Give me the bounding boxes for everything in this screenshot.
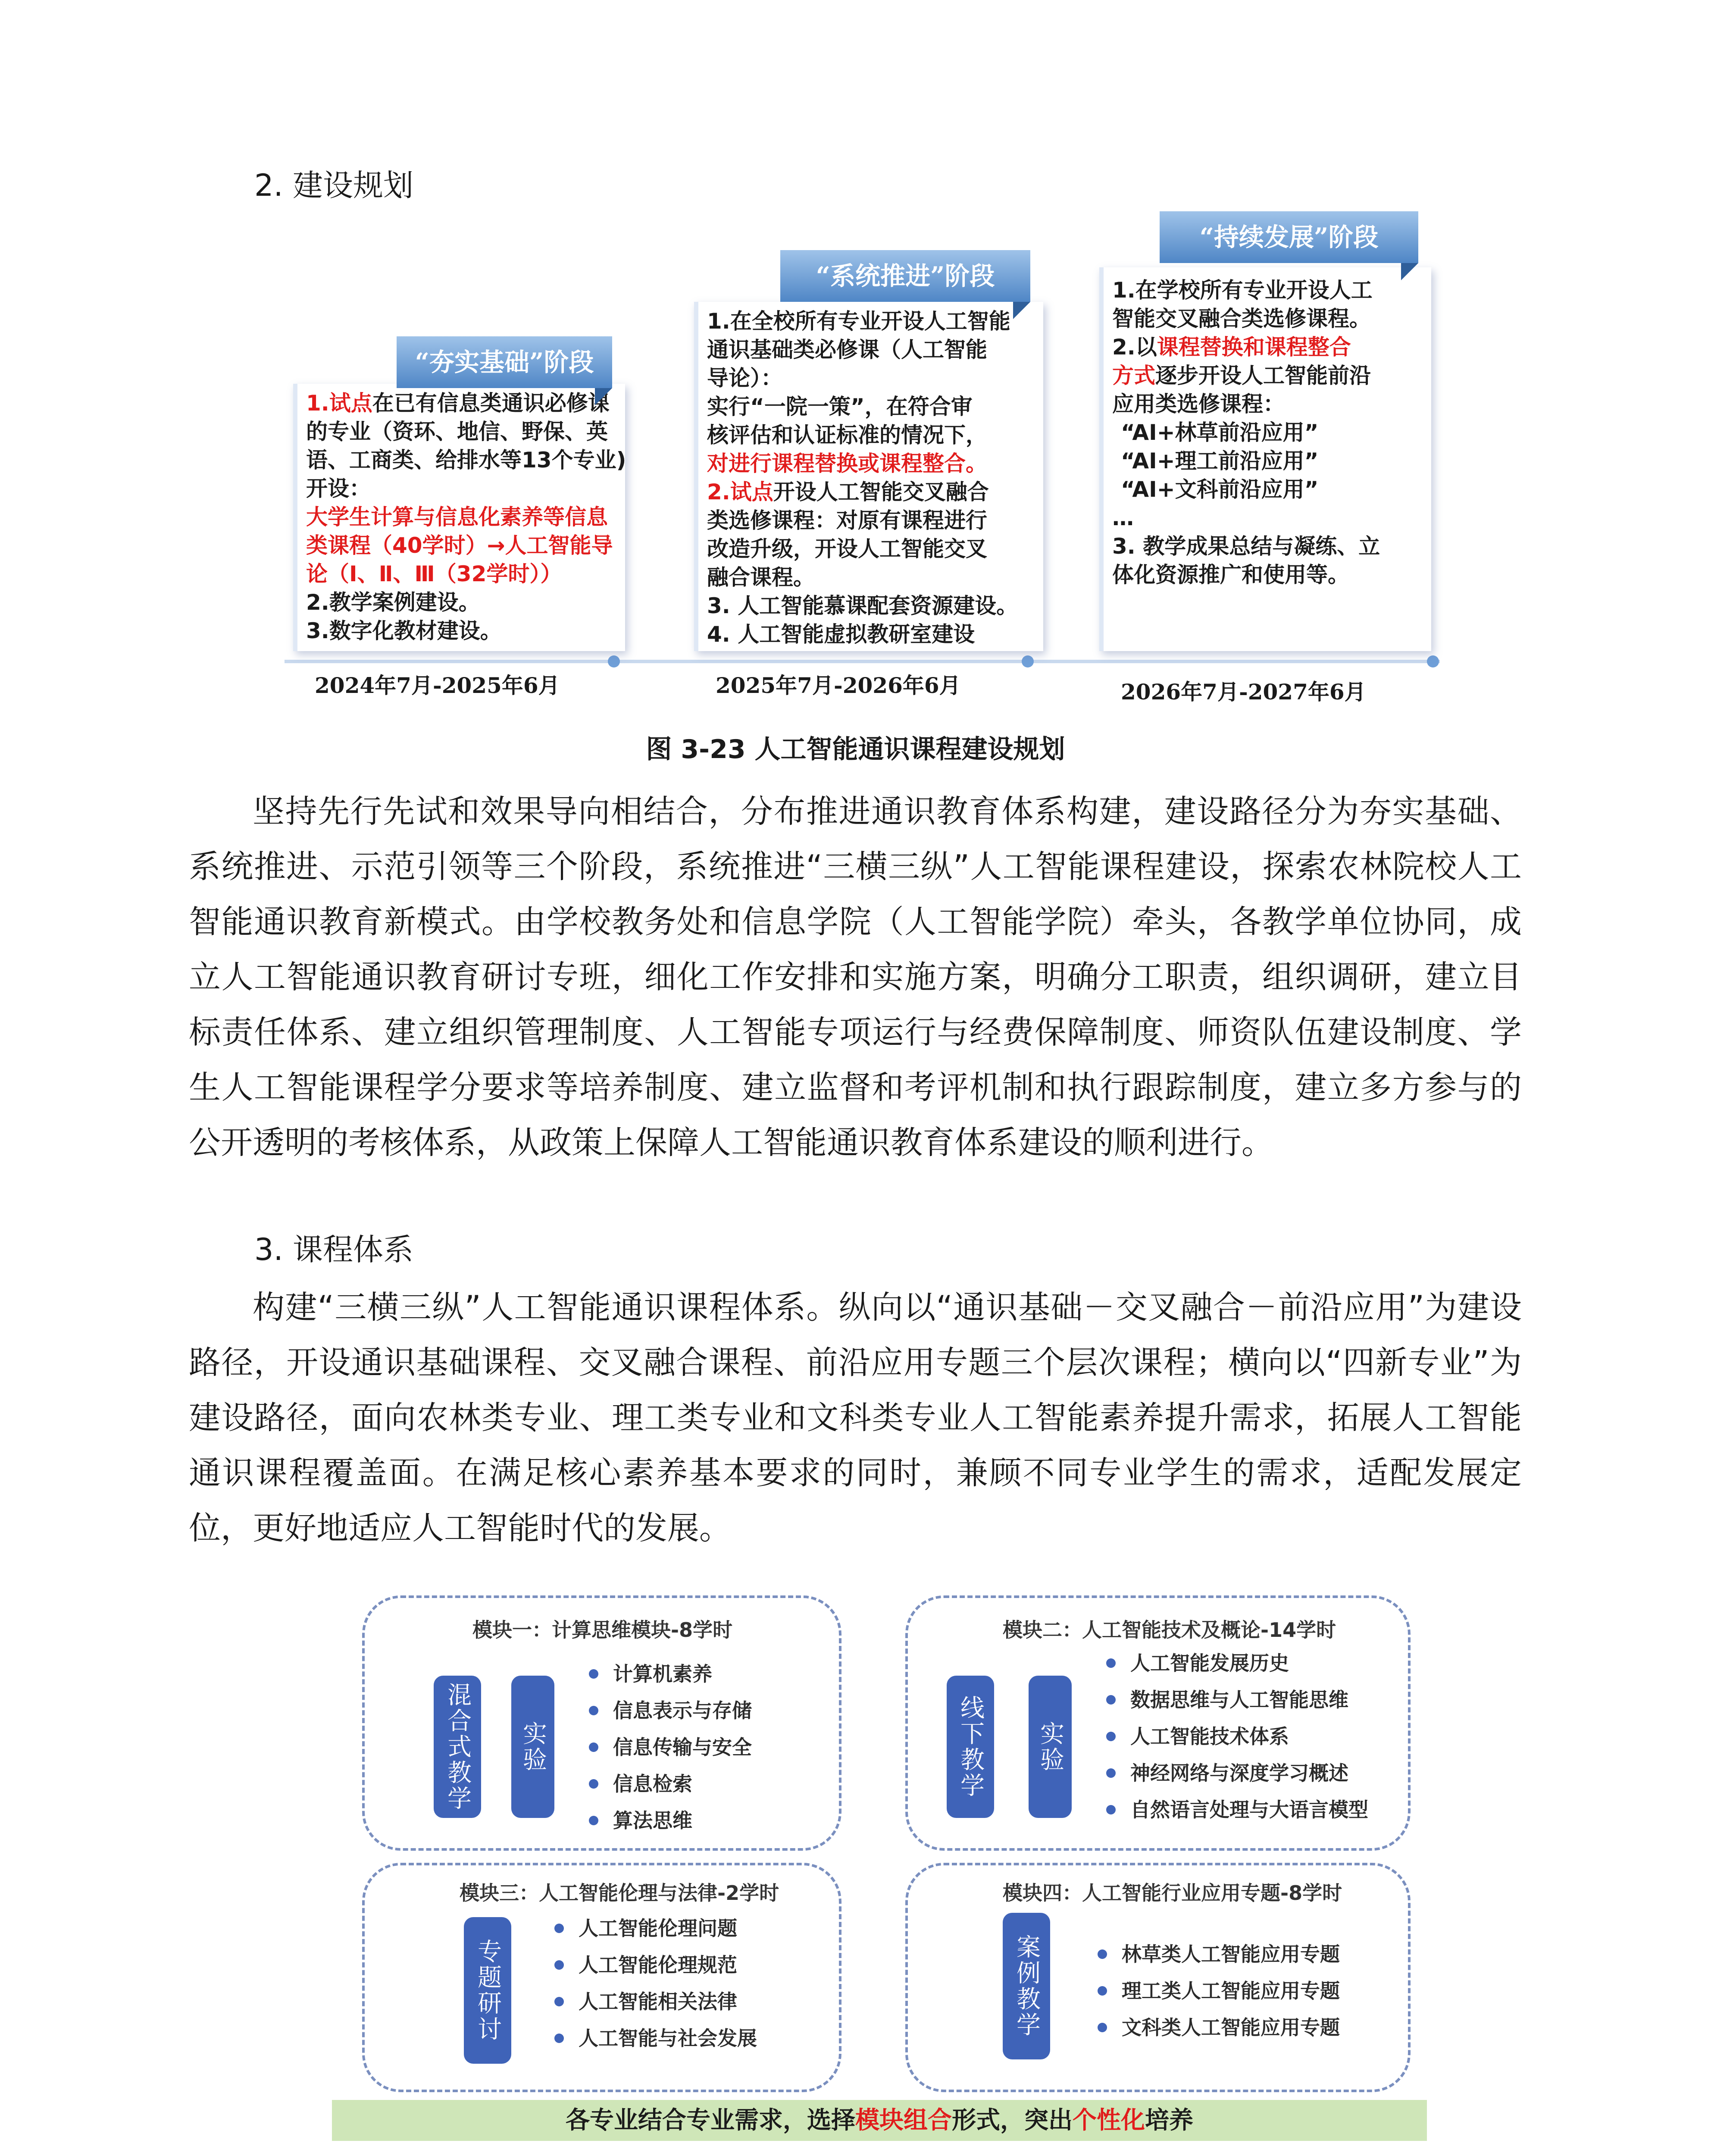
timeline-dot <box>1427 655 1439 667</box>
stage2-line: 改造升级，开设人工智能交叉 <box>707 536 987 561</box>
module-item: 自然语言处理与大语言模型 <box>1106 1794 1368 1823</box>
stage3-line: “AI+理工前沿应用” <box>1121 448 1319 473</box>
module-item: 林草类人工智能应用专题 <box>1098 1939 1340 1967</box>
stage3-line: 智能交叉融合类选修课程。 <box>1112 306 1371 331</box>
stage1-line: 开设： <box>306 476 371 501</box>
timeline-dot <box>1022 655 1034 667</box>
module-item: 算法思维 <box>589 1805 692 1833</box>
section-heading-planning: 2. 建设规划 <box>254 168 414 203</box>
stage2-line: 通识基础类必修课（人工智能 <box>707 337 987 362</box>
module-title: 模块三：人工智能伦理与法律-2学时 <box>460 1881 779 1905</box>
stage3-line: “AI+林草前沿应用” <box>1121 420 1319 445</box>
module-item: 人工智能发展历史 <box>1106 1648 1289 1676</box>
stage2-line: 2.试点开设人工智能交叉融合 <box>707 479 989 505</box>
stage3-line: … <box>1112 505 1134 530</box>
stage-date-2: 2025年7月-2026年6月 <box>716 673 961 698</box>
module-item: 文科类人工智能应用专题 <box>1098 2012 1340 2040</box>
stage3-line: “AI+文科前沿应用” <box>1121 477 1319 502</box>
module-title: 模块四：人工智能行业应用专题-8学时 <box>1003 1881 1342 1905</box>
teaching-mode-tag: 专题研讨 <box>464 1917 511 2064</box>
stage3-line: 3. 教学成果总结与凝练、立 <box>1112 534 1380 559</box>
stage2-line: 1.在全校所有专业开设人工智能 <box>707 309 1010 334</box>
stage2-line: 导论）： <box>707 366 782 391</box>
stage2-line: 实行“一院一策”，在符合审 <box>707 394 973 419</box>
stage-card-1 <box>293 384 625 651</box>
module-1 <box>362 1595 841 1851</box>
module-item: 人工智能与社会发展 <box>554 2023 757 2051</box>
module-item: 数据思维与人工智能思维 <box>1106 1684 1348 1713</box>
stage-card-3 <box>1099 267 1431 651</box>
module-item: 信息传输与安全 <box>589 1732 752 1760</box>
stage1-line: 的专业（资环、地信、野保、英 <box>306 419 608 444</box>
paragraph-plan: 坚持先行先试和效果导向相结合，分布推进通识教育体系构建，建设路径分为夯实基础、系统推进、示范引领等三个阶段，系统推进“三横三纵”人工智能课程建设，探索农林院校人工智能通识教育新模式。由学校教务处和信息学院（人工智能学院）牵头，各教学单位协同，成立人工智能通识教育研讨专班，细化工作安排和实施方案，明确分工职责，组织调研，建立目标责任体系、建立组织管理制度、人工智能专项运行与经费保障制度、师资队伍建设制度、学生人工智能课程学分要求等培养制度、建立监督和考评机制和执行跟踪制度，建立多方参与的公开透明的考核体系，从政策上保障人工智能通识教育体系建设的顺利进行。 <box>189 793 1522 1161</box>
teaching-mode-tag: 实验 <box>511 1676 554 1818</box>
module-item: 信息表示与存储 <box>589 1695 752 1724</box>
stage1-line: 2.教学案例建设。 <box>306 590 480 615</box>
module-item: 计算机素养 <box>589 1658 712 1687</box>
stage1-line: 语、工商类、给排水等13个专业) <box>306 448 626 473</box>
stage3-line: 方式逐步开设人工智能前沿 <box>1112 363 1371 388</box>
figure-modular-teaching <box>328 1587 1431 2143</box>
timeline-dot <box>608 655 620 667</box>
stage-card-2 <box>694 302 1043 651</box>
module-3 <box>362 1863 841 2092</box>
teaching-mode-tag: 案例教学 <box>1003 1913 1050 2059</box>
module-4 <box>905 1863 1411 2092</box>
module-2 <box>905 1595 1411 1851</box>
stage2-line: 对进行课程替换或课程整合。 <box>707 451 987 476</box>
stage2-line: 类选修课程：对原有课程进行 <box>707 508 987 533</box>
stage2-line: 核评估和认证标准的情况下， <box>707 423 987 448</box>
module-title: 模块一：计算思维模块-8学时 <box>472 1618 733 1642</box>
stage1-line: 3.数字化教材建设。 <box>306 618 502 643</box>
module-item: 神经网络与深度学习概述 <box>1106 1758 1348 1786</box>
stage-date-3: 2026年7月-2027年6月 <box>1121 679 1366 705</box>
teaching-mode-tag: 混合式教学 <box>434 1676 481 1818</box>
module-item: 人工智能相关法律 <box>554 1986 737 2015</box>
stage-date-1: 2024年7月-2025年6月 <box>315 673 560 698</box>
stage2-line: 3. 人工智能慕课配套资源建设。 <box>707 593 1018 618</box>
figure-caption-3-23: 图 3-23 人工智能通识课程建设规划 <box>646 734 1065 765</box>
personalization-banner: 各专业结合专业需求，选择模块组合形式，突出个性化培养 <box>332 2100 1427 2141</box>
stage1-line: 论（Ⅰ、Ⅱ、Ⅲ（32学时）） <box>306 561 562 586</box>
stage1-line: 大学生计算与信息化素养等信息 <box>306 505 608 530</box>
stage-tag-3: “持续发展”阶段 <box>1160 211 1418 263</box>
stage1-line: 1.试点在已有信息类通识必修课 <box>306 391 610 416</box>
module-item: 信息检索 <box>589 1768 692 1797</box>
teaching-mode-tag: 线下教学 <box>947 1676 994 1818</box>
timeline-axis <box>285 660 1440 663</box>
module-item: 人工智能伦理规范 <box>554 1949 737 1978</box>
stage3-line: 1.在学校所有专业开设人工 <box>1112 278 1373 303</box>
stage1-line: 类课程（40学时）→人工智能导 <box>306 533 613 558</box>
stage3-line: 2.以课程替换和课程整合 <box>1112 335 1351 360</box>
module-item: 理工类人工智能应用专题 <box>1098 1975 1340 2004</box>
teaching-mode-tag: 实验 <box>1029 1676 1072 1818</box>
figure-construction-plan <box>267 211 1457 720</box>
module-title: 模块二：人工智能技术及概论-14学时 <box>1003 1618 1336 1642</box>
stage3-line: 体化资源推广和使用等。 <box>1112 562 1349 587</box>
stage-tag-1: “夯实基础”阶段 <box>397 336 612 388</box>
section-heading-curriculum: 3. 课程体系 <box>254 1232 414 1267</box>
stage3-line: 应用类选修课程： <box>1112 392 1285 417</box>
paragraph-curriculum: 构建“三横三纵”人工智能通识课程体系。纵向以“通识基础－交叉融合－前沿应用”为建设路径，开设通识基础课程、交叉融合课程、前沿应用专题三个层次课程；横向以“四新专业”为建设路径，面向农林类专业、理工类专业和文科类专业人工智能素养提升需求，拓展人工智能通识课程覆盖面。在满足核心素养基本要求的同时，兼顾不同专业学生的需求，适配发展定位，更好地适应人工智能时代的发展。 <box>189 1289 1522 1547</box>
stage2-line: 融合课程。 <box>707 565 815 590</box>
stage2-line: 4. 人工智能虚拟教研室建设 <box>707 622 975 647</box>
module-item: 人工智能技术体系 <box>1106 1721 1289 1749</box>
stage-tag-2: “系统推进”阶段 <box>780 250 1030 302</box>
module-item: 人工智能伦理问题 <box>554 1913 737 1941</box>
